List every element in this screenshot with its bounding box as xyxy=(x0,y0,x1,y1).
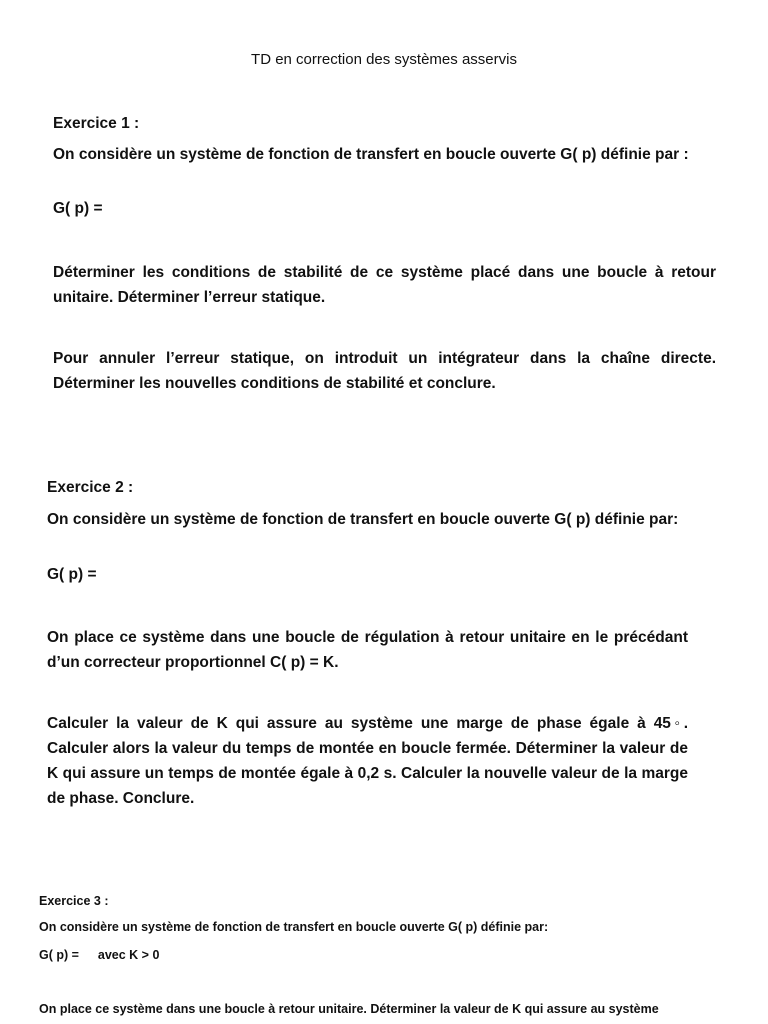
exercise-3-condition: avec K > 0 xyxy=(97,948,160,962)
exercise-2-intro: On considère un système de fonction de transfert en boucle ouverte G( p) définie par: xyxy=(47,511,679,528)
exercise-2-formula: G( p) = xyxy=(47,566,97,583)
exercise-1-paragraph-1: Déterminer les conditions de stabilité de ce système placé dans une boucle à retour unitaire. Déterminer l’erreur statique. xyxy=(53,264,716,306)
exercise-1-intro: On considère un système de fonction de transfert en boucle ouverte G( p) définie par : xyxy=(53,146,689,163)
exercise-1-heading: Exercice 1 : xyxy=(53,115,140,132)
document-title: TD en correction des systèmes asservis xyxy=(251,51,517,68)
exercise-2-paragraph-2: Calculer la valeur de K qui assure au système une marge de phase égale à 45◦. Calculer alors la valeur du temps de montée en boucle fermée. Déterminer la valeur de K qui assure un temps de montée égale à 0,2 s. Calculer la nouvelle valeur de la marge de phase. Conclure. xyxy=(47,715,688,807)
exercise-1-formula: G( p) = xyxy=(53,200,103,217)
exercise-2-heading: Exercice 2 : xyxy=(47,479,134,496)
exercise-2-paragraph-1: On place ce système dans une boucle de régulation à retour unitaire en le précédant d’un correcteur proportionnel C( p) = K. xyxy=(47,629,688,671)
exercise-1-paragraph-2: Pour annuler l’erreur statique, on introduit un intégrateur dans la chaîne directe. Déterminer les nouvelles conditions de stabilité et conclure. xyxy=(53,350,716,392)
exercise-3-paragraph-1: On place ce système dans une boucle à retour unitaire. Déterminer la valeur de K qui assure au système xyxy=(39,1002,659,1016)
exercise-3-intro: On considère un système de fonction de transfert en boucle ouverte G( p) définie par: xyxy=(39,920,549,934)
exercise-3-formula-row xyxy=(39,948,159,962)
exercise-3-formula: G( p) = xyxy=(39,948,79,962)
exercise-3-heading: Exercice 3 : xyxy=(39,894,109,908)
